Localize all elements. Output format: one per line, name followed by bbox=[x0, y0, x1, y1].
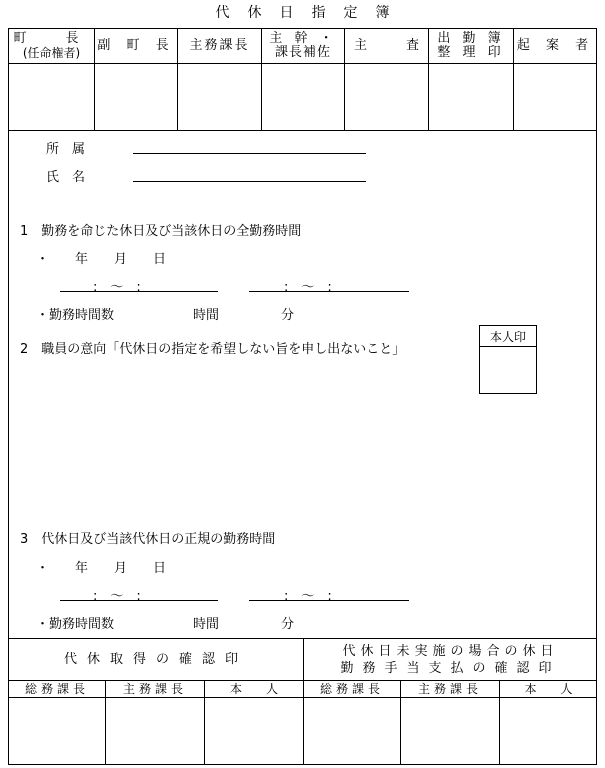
affiliation-input-line[interactable] bbox=[133, 153, 366, 154]
section3-time-right: : ～ : bbox=[284, 589, 332, 604]
approval-header-divider bbox=[8, 63, 597, 64]
section1-duration-label: ・勤務時間数 bbox=[36, 308, 115, 323]
affiliation-label: 所 属 bbox=[46, 142, 86, 157]
section3-time-left: : ～ : bbox=[93, 589, 141, 604]
confirm-left-col-self: 本 人 bbox=[229, 682, 278, 696]
section3-hours-label: 時間 bbox=[193, 617, 220, 632]
approval-cell-mayor: 町 長 (任命権者) bbox=[13, 31, 81, 60]
page-title: 代休日指定簿 bbox=[215, 5, 408, 21]
section1-hours-label: 時間 bbox=[193, 308, 220, 323]
confirm-right-col-general-affairs: 総務課長 bbox=[319, 682, 384, 696]
confirm-right-title: 代休日未実施の場合の休日 勤務手当支払の確認印 bbox=[340, 643, 561, 676]
confirm-right-col-self: 本 人 bbox=[524, 682, 573, 696]
confirm-left-col-section-chief: 主務課長 bbox=[122, 682, 187, 696]
approval-cell-chief-clerk: 主 査 bbox=[353, 38, 419, 53]
confirm-left-col-general-affairs: 総務課長 bbox=[24, 682, 89, 696]
section1-time-left: : ～ : bbox=[93, 280, 141, 295]
approval-cell-attendance-stamp: 出 勤 簿 整 理 印 bbox=[437, 31, 505, 60]
section3-time-right-line[interactable] bbox=[249, 600, 409, 601]
section1-date: ・ 年 月 日 bbox=[36, 252, 167, 267]
section1-time-right-line[interactable] bbox=[249, 291, 409, 292]
name-input-line[interactable] bbox=[133, 181, 366, 182]
name-label: 氏 名 bbox=[46, 170, 86, 185]
confirm-left-title: 代休取得の確認印 bbox=[63, 651, 248, 667]
section2-heading: 2 職員の意向「代休日の指定を希望しない旨を申し出ないこと」 bbox=[20, 342, 406, 357]
approval-cell-assistant-chief: 主 幹 ・ 課長補佐 bbox=[269, 31, 337, 60]
confirm-right-col-section-chief: 主務課長 bbox=[417, 682, 482, 696]
section3-minutes-label: 分 bbox=[281, 617, 295, 632]
section3-time-left-line[interactable] bbox=[60, 600, 218, 601]
approval-cell-deputy-mayor: 副 町 長 bbox=[97, 38, 175, 53]
section3-duration-label: ・勤務時間数 bbox=[36, 617, 115, 632]
personal-stamp-box[interactable] bbox=[479, 325, 537, 394]
approval-bottom-divider bbox=[8, 130, 597, 131]
personal-stamp-label: 本人印 bbox=[480, 326, 536, 347]
section1-minutes-label: 分 bbox=[281, 308, 295, 323]
approval-cell-drafter: 起 案 者 bbox=[516, 38, 595, 53]
section1-time-right: : ～ : bbox=[284, 280, 332, 295]
section3-date: ・ 年 月 日 bbox=[36, 561, 167, 576]
section1-time-left-line[interactable] bbox=[60, 291, 218, 292]
approval-cell-section-chief: 主務課長 bbox=[189, 38, 250, 53]
section1-heading: 1 勤務を命じた休日及び当該休日の全勤務時間 bbox=[20, 224, 302, 239]
section3-heading: 3 代休日及び当該代休日の正規の勤務時間 bbox=[20, 532, 276, 547]
